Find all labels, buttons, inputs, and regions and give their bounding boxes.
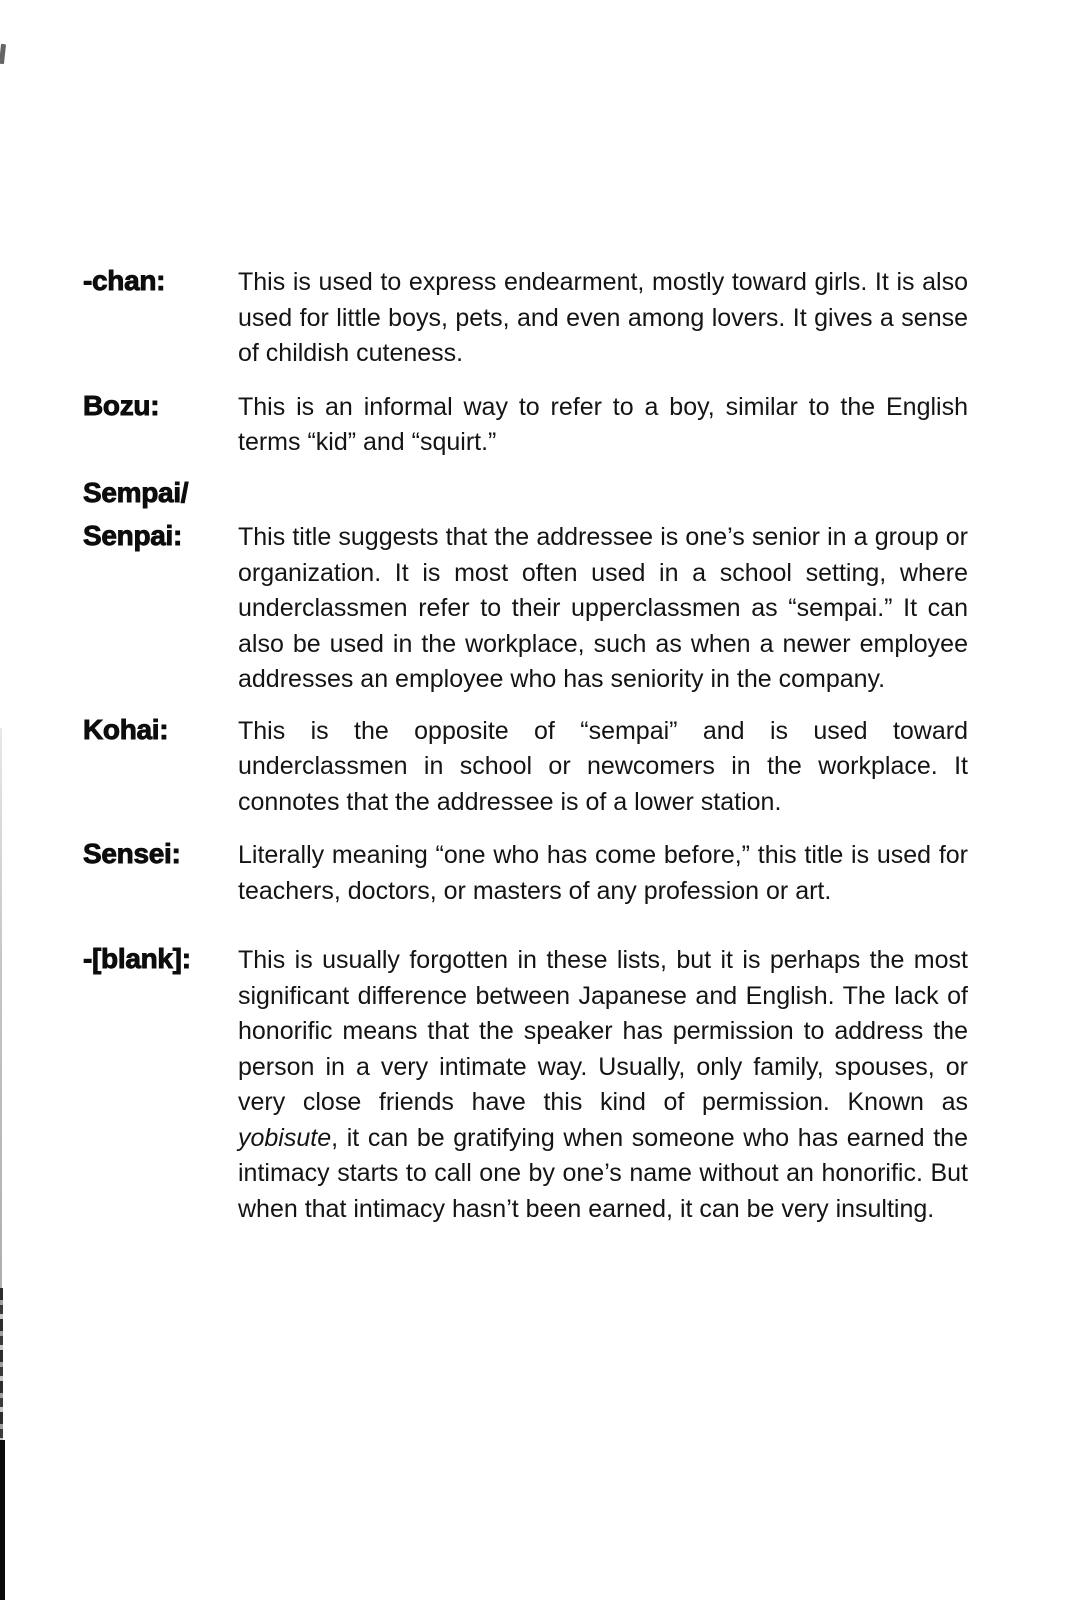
glossary-entry-senpai xyxy=(83,518,968,698)
scan-artifact-top-mark xyxy=(0,44,6,64)
scan-artifact-gutter-strip xyxy=(0,1440,5,1600)
definition-bozu: This is an informal way to refer to a boy, similar to the English terms “kid” and “squirt.” xyxy=(238,392,968,456)
definition-senpai: This title suggests that the addressee is one’s senior in a group or organization. It is most often used in a school setting, where underclassmen refer to their upperclassmen as “sempai.” It can also be used in the workplace, such as when a newer employee addresses an employee who has seniority in the company. xyxy=(238,523,968,693)
definition-chan: This is used to express endearment, mostly toward girls. It is also used for little boys, pets, and even among lovers. It gives a sense of childish cuteness. xyxy=(238,268,968,367)
term-label-bozu: Bozu: xyxy=(83,389,160,421)
definition-blank-after: , it can be gratifying when someone who has earned the intimacy starts to call one by one’s name without an honorific. But when that intimacy hasn’t been earned, it can be very insulting. xyxy=(238,1123,968,1223)
glossary-entry-sensei xyxy=(83,836,968,909)
term-label-kohai: Kohai: xyxy=(83,713,169,745)
term-label-chan: -chan: xyxy=(83,265,166,296)
definition-blank xyxy=(238,943,968,1227)
definition-sensei: Literally meaning “one who has come before,” this title is used for teachers, doctors, or masters of any profession or art. xyxy=(238,841,968,905)
term-label-sensei: Sensei: xyxy=(83,838,181,869)
definition-kohai: This is the opposite of “sempai” and is used toward underclassmen in school or newcomers in the workplace. It connotes that the addressee is of a lower station. xyxy=(238,716,968,816)
term-label-senpai: Senpai: xyxy=(83,520,183,551)
glossary-entry-bozu xyxy=(83,388,968,461)
definition-blank-before: This is usually forgotten in these lists, but it is perhaps the most significant difference between Japanese and English. The lack of honorific means that the speaker has permission to address the person in a very intimate way. Usually, only family, spouses, or very close friends have this kind of permission. Known as xyxy=(238,946,968,1116)
glossary-entry-blank xyxy=(83,941,968,1227)
term-label-blank: -[blank]: xyxy=(83,943,191,974)
term-label-sempai-alt: Sempai/ xyxy=(83,476,189,508)
glossary-entry-kohai xyxy=(83,712,968,821)
definition-blank-italic-yobisute: yobisute xyxy=(238,1123,332,1152)
honorifics-glossary xyxy=(83,263,968,1227)
scan-artifact-gutter-line xyxy=(0,728,2,1288)
glossary-entry-sempai-alt xyxy=(83,475,968,511)
scan-artifact-gutter-speckle xyxy=(0,1288,3,1443)
glossary-entry-chan xyxy=(83,263,968,372)
